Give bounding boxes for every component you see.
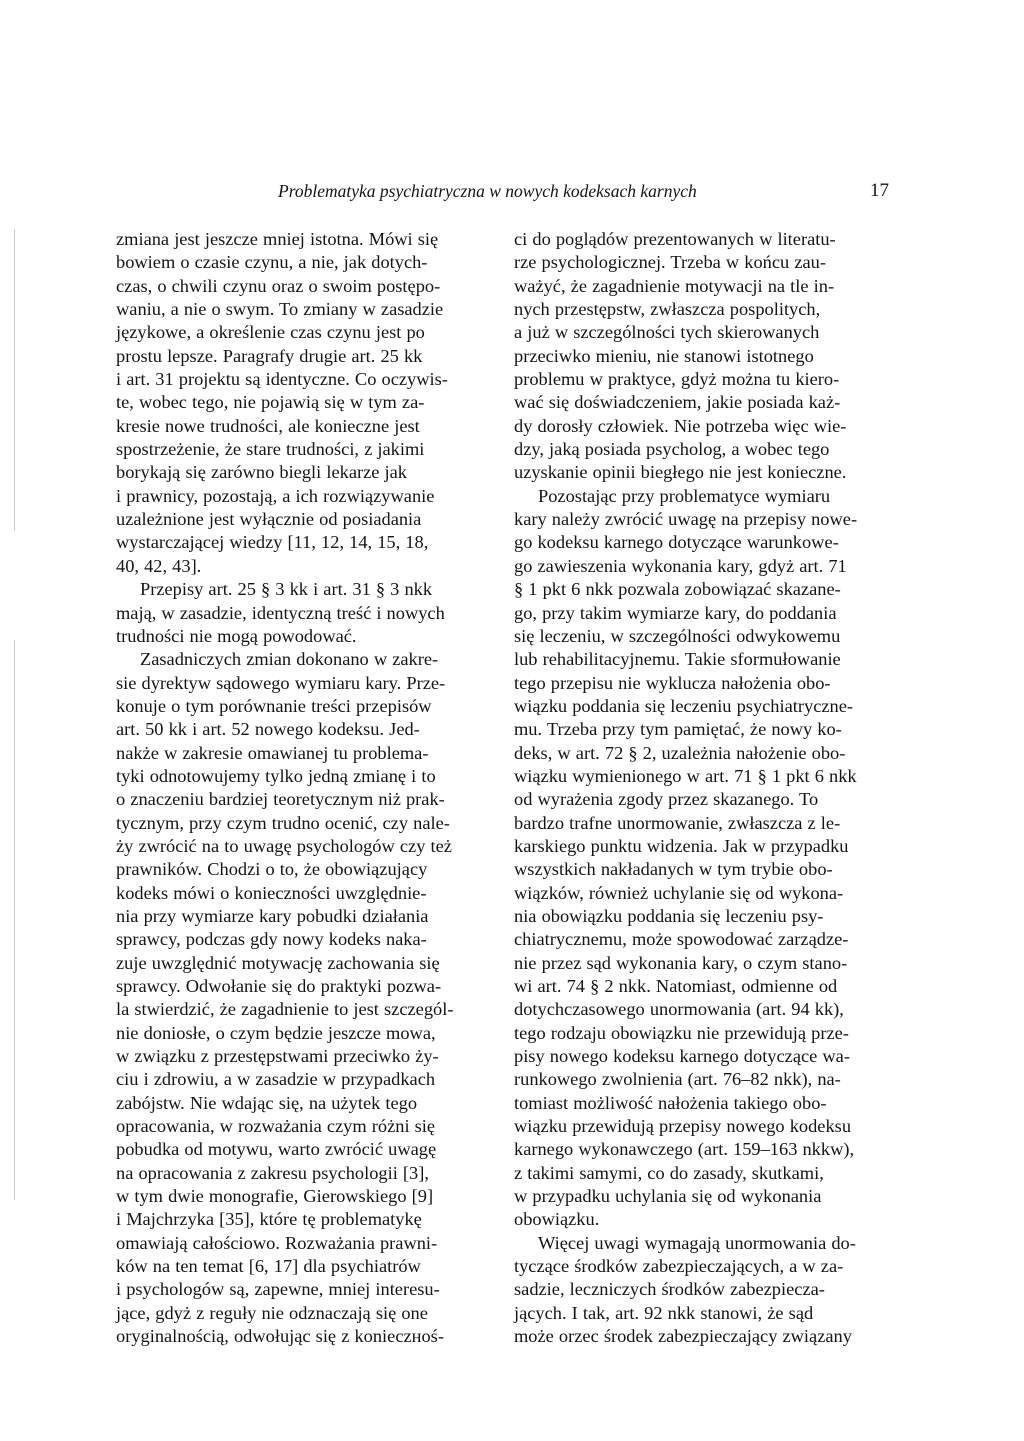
text-line: mają, w zasadzie, identyczną treść i nowych bbox=[116, 602, 445, 623]
text-line: Przepisy art. 25 § 3 kk i art. 31 § 3 nkk bbox=[140, 579, 433, 600]
text-line: waniu, a nie o swym. To zmiany w zasadzie bbox=[116, 299, 444, 320]
text-line: lub rehabilitacyjnemu. Takie sformułowanie bbox=[514, 649, 841, 670]
text-line: wystarczającej wiedzy [11, 12, 14, 15, 18, bbox=[116, 532, 429, 553]
text-line: może orzec środek zabezpieczający związany bbox=[514, 1326, 852, 1347]
text-line: i prawnicy, pozostają, a ich rozwiązywanie bbox=[116, 485, 435, 506]
text-line: Pozostając przy problematyce wymiaru bbox=[538, 485, 831, 506]
text-line: jących. I tak, art. 92 nkk stanowi, że sąd bbox=[514, 1302, 814, 1323]
text-line: mu. Trzeba przy tym pamiętać, że nowy ko- bbox=[514, 719, 842, 740]
text-line: o znaczeniu bardziej teoretycznym niż prak- bbox=[116, 789, 445, 810]
text-line: nia obowiązku poddania się leczeniu psy- bbox=[514, 905, 824, 926]
text-line: kresie nowe trudności, ale konieczne jest bbox=[116, 415, 420, 436]
text-line: oryginalnością, odwołując się z konieczноś- bbox=[116, 1326, 444, 1347]
text-line: w związku z przestępstwami przeciwko ży- bbox=[116, 1046, 439, 1067]
text-line: obowiązku. bbox=[514, 1209, 600, 1230]
text-line: spostrzeżenie, że stare trudności, z jakimi bbox=[116, 439, 425, 460]
text-line: tycznym, przy czym trudno ocenić, czy nale- bbox=[116, 812, 450, 833]
text-line: ków na ten temat [6, 17] dla psychiatrów bbox=[116, 1256, 421, 1277]
text-line: sie dyrektyw sądowego wymiaru kary. Prze- bbox=[116, 672, 446, 693]
text-line: te, wobec tego, nie pojawią się w tym za- bbox=[116, 392, 425, 413]
text-line: ci do poglądów prezentowanych w literatu- bbox=[514, 229, 836, 249]
text-line: opracowania, w rozważania czym różni się bbox=[116, 1116, 436, 1137]
scan-edge-mark bbox=[14, 640, 15, 1200]
text-line: nie doniosłe, o czym będzie jeszcze mowa, bbox=[116, 1022, 436, 1043]
text-line: na opracowania z zakresu psychologii [3], bbox=[116, 1162, 429, 1183]
text-line: ciu i zdrowiu, a w zasadzie w przypadkach bbox=[116, 1069, 436, 1090]
text-line: omawiają całościowo. Rozważania prawni- bbox=[116, 1232, 438, 1253]
text-line: nie przez sąd wykonania kary, o czym stano- bbox=[514, 952, 848, 973]
text-line: problemu w praktyce, gdyż można tu kiero- bbox=[514, 369, 840, 390]
text-line: go zawieszenia wykonania kary, gdyż art. 71 bbox=[514, 555, 847, 576]
scan-edge-mark bbox=[14, 230, 15, 530]
text-line: w przypadku uchylania się od wykonania bbox=[514, 1186, 822, 1207]
text-line: tego rodzaju obowiązku nie przewidują prze- bbox=[514, 1022, 849, 1043]
text-line: ważyć, że zagadnienie motywacji na tle in- bbox=[514, 275, 835, 296]
text-line: uzyskanie opinii biegłego nie jest konieczne. bbox=[514, 462, 847, 483]
running-title: Problematyka psychiatryczna w nowych kodeksach karnych bbox=[278, 181, 697, 201]
text-line: bowiem o czasie czynu, a nie, jak dotych- bbox=[116, 252, 428, 273]
left-text-column bbox=[116, 228, 496, 1349]
text-line: wiązku wymienionego w art. 71 § 1 pkt 6 nkk bbox=[514, 765, 857, 786]
text-line: i art. 31 projektu są identyczne. Co oczywis- bbox=[116, 369, 448, 390]
text-line: od wyrażenia zgody przez skazanego. To bbox=[514, 789, 819, 810]
text-line: zabójstw. Nie wdając się, na użytek tego bbox=[116, 1092, 418, 1113]
text-line: sadzie, leczniczych środków zabezpiecza- bbox=[514, 1279, 825, 1300]
text-line: nia przy wymiarze kary pobudki działania bbox=[116, 905, 429, 926]
text-line: chiatrycznemu, może spowodować zarządze- bbox=[514, 929, 849, 950]
text-line: trudności nie mogą powodować. bbox=[116, 625, 357, 646]
text-line: prostu lepsze. Paragrafy drugie art. 25 kk bbox=[116, 345, 423, 366]
text-line: i psychologów są, zapewne, mniej interesu- bbox=[116, 1279, 440, 1300]
text-line: 40, 42, 43]. bbox=[116, 555, 202, 576]
text-line: wiązków, również uchylanie się od wykona- bbox=[514, 882, 844, 903]
text-line: tyki odnotowujemy tylko jedną zmianę i to bbox=[116, 765, 436, 786]
page-number: 17 bbox=[870, 180, 889, 201]
text-line: wi art. 74 § 2 nkk. Natomiast, odmienne od bbox=[514, 976, 838, 996]
text-line: tyczące środków zabezpieczających, a w za- bbox=[514, 1256, 844, 1277]
text-line: go, przy takim wymiarze kary, do poddania bbox=[514, 602, 837, 623]
text-line: Więcej uwagi wymagają unormowania do- bbox=[538, 1232, 856, 1253]
text-line: wszystkich nakładanych w tym trybie obo- bbox=[514, 859, 833, 880]
text-line: dotychczasowego unormowania (art. 94 kk), bbox=[514, 999, 844, 1020]
text-line: zuje uwzględnić motywację zachowania się bbox=[116, 952, 440, 973]
text-line: i Majchrzyka [35], które tę problematykę bbox=[116, 1209, 422, 1230]
text-line: kodeks mówi o konieczności uwzględnie- bbox=[116, 882, 427, 903]
text-line: karskiego punktu widzenia. Jak w przypadku bbox=[514, 835, 849, 856]
text-line: w tym dwie monografie, Gierowskiego [9] bbox=[116, 1186, 434, 1207]
text-line: dy dorosły człowiek. Nie potrzeba więc wie- bbox=[514, 415, 847, 436]
text-line: ży zwrócić na to uwagę psychologów czy też bbox=[116, 835, 452, 856]
text-line: nych przestępstw, zwłaszcza pospolitych, bbox=[514, 299, 821, 320]
text-line: jące, gdyż z reguły nie odznaczają się one bbox=[116, 1302, 428, 1323]
text-line: się leczeniu, w szczególności odwykowemu bbox=[514, 625, 841, 646]
text-line: kary należy zwrócić uwagę na przepisy nowe- bbox=[514, 509, 858, 530]
text-line: wać się doświadczeniem, jakie posiada każ- bbox=[514, 392, 841, 413]
text-line: językowe, a określenie czas czynu jest po bbox=[116, 322, 425, 343]
text-line: uzależnione jest wyłącznie od posiadania bbox=[116, 509, 422, 530]
text-line: karnego wykonawczego (art. 159–163 nkkw), bbox=[514, 1139, 855, 1160]
text-line: dzy, jaką posiada psycholog, a wobec tego bbox=[514, 439, 830, 460]
text-line: tomiast możliwość nałożenia takiego obo- bbox=[514, 1092, 827, 1113]
text-line: a już w szczególności tych skierowanych bbox=[514, 322, 820, 343]
text-line: tego przepisu nie wyklucza nałożenia obo- bbox=[514, 672, 831, 693]
text-line: sprawcy, podczas gdy nowy kodeks naka- bbox=[116, 929, 427, 950]
text-line: runkowego zwolnienia (art. 76–82 nkk), na- bbox=[514, 1069, 841, 1090]
text-line: przeciwko mieniu, nie stanowi istotnego bbox=[514, 345, 814, 366]
text-line: konuje o tym porównanie treści przepisów bbox=[116, 695, 432, 716]
text-line: go kodeksu karnego dotyczące warunkowe- bbox=[514, 532, 839, 553]
text-line: rze psychologicznej. Trzeba w końcu zau- bbox=[514, 252, 826, 273]
text-line: deks, w art. 72 § 2, uzależnia nałożenie obo- bbox=[514, 742, 846, 763]
text-line: sprawcy. Odwołanie się do praktyki pozwa- bbox=[116, 976, 442, 996]
text-line: § 1 pkt 6 nkk pozwala zobowiązać skazane- bbox=[514, 579, 841, 600]
text-line: bardzo trafne unormowanie, zwłaszcza z le- bbox=[514, 812, 841, 833]
text-line: art. 50 kk i art. 52 nowego kodeksu. Jed- bbox=[116, 719, 420, 740]
text-line: nakże w zakresie omawianej tu problema- bbox=[116, 742, 429, 763]
right-text-column bbox=[514, 228, 899, 1349]
text-line: prawników. Chodzi o to, że obowiązujący bbox=[116, 859, 428, 880]
text-line: zmiana jest jeszcze mniej istotna. Mówi się bbox=[116, 229, 439, 249]
text-line: czas, o chwili czynu oraz o swoim postępo- bbox=[116, 275, 441, 296]
text-line: pobudka od motywu, warto zwrócić uwagę bbox=[116, 1139, 437, 1160]
text-line: wiązku przewidują przepisy nowego kodeksu bbox=[514, 1116, 852, 1137]
text-line: wiązku poddania się leczeniu psychiatryczne- bbox=[514, 695, 854, 716]
text-line: la stwierdzić, że zagadnienie to jest szczegól- bbox=[116, 999, 454, 1020]
text-line: borykają się zarówno biegli lekarze jak bbox=[116, 462, 408, 483]
text-line: z takimi samymi, co do zasady, skutkami, bbox=[514, 1162, 824, 1183]
text-line: Zasadniczych zmian dokonano w zakre- bbox=[140, 649, 439, 670]
text-line: pisy nowego kodeksu karnego dotyczące wa- bbox=[514, 1046, 850, 1067]
